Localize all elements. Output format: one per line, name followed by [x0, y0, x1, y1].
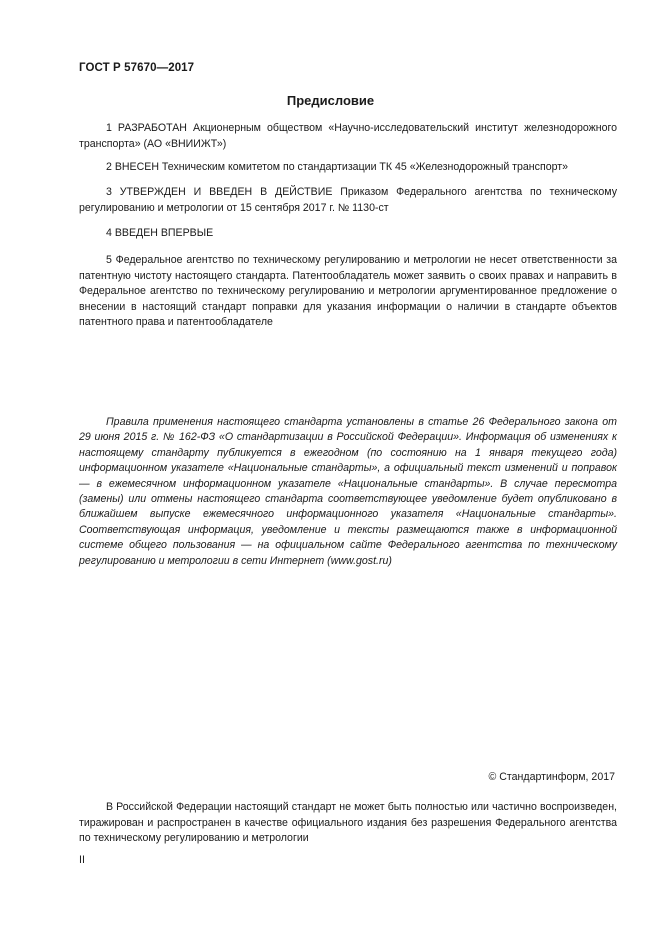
reproduction-rights — [79, 800, 617, 847]
page-number: II — [79, 854, 85, 866]
preface-item-5 — [79, 253, 617, 331]
preface-item-4-text: 4 ВВЕДЕН ВПЕРВЫЕ — [106, 227, 214, 239]
preface-item-5-text: 5 Федеральное агентство по техническому регулированию и метрологии не несет ответственности за патентную чистоту настоящего стандарта. Патентообладатель может заявить о своих правах и направить в Федеральное агентство по техническому регулированию и метрологии аргументированное предложение о внесении в настоящий стандарт поправки для указания информации о наличии в стандарте объектов патентного права и патентообладателе — [79, 254, 617, 329]
preface-item-4 — [79, 226, 617, 242]
preface-item-2-text: 2 ВНЕСЕН Техническим комитетом по стандартизации ТК 45 «Железнодорожный транспорт» — [106, 161, 568, 173]
preface-item-1-text: 1 РАЗРАБОТАН Акционерным обществом «Научно-исследовательский институт железнодорожного транспорта» (АО «ВНИИЖТ») — [79, 122, 617, 150]
standard-application-notice — [79, 415, 617, 569]
rights-text: В Российской Федерации настоящий стандарт не может быть полностью или частично воспроизведен, тиражирован и распространен в качестве официального издания без разрешения Федерального агентства по техническому регулированию и метрологии — [79, 801, 617, 845]
preface-item-2 — [79, 160, 617, 176]
copyright-line: © Стандартинформ, 2017 — [488, 771, 615, 783]
preface-title: Предисловие — [286, 93, 375, 108]
document-id: ГОСТ Р 57670—2017 — [79, 62, 195, 74]
notice-text: Правила применения настоящего стандарта установлены в статье 26 Федерального закона от 29 июня 2015 г. № 162-ФЗ «О стандартизации в Российской Федерации». Информация об изменениях к настоящему стандарту публикуется в ежегодном (по состоянию на 1 января текущего года) информационном указателе «Национальные стандарты», а официальный текст изменений и поправок — в ежемесячном информационном указателе «Национальные стандарты». В случае пересмотра (замены) или отмены настоящего стандарта соответствующее уведомление будет опубликовано в ближайшем выпуске ежемесячного информационного указателя «Национальные стандарты». Соответствующая информация, уведомление и тексты размещаются также в информационной системе общего пользования — на официальном сайте Федерального агентства по техническому регулированию и метрологии в сети Интернет (www.gost.ru) — [79, 416, 617, 567]
preface-item-3 — [79, 185, 617, 216]
preface-item-3-text: 3 УТВЕРЖДЕН И ВВЕДЕН В ДЕЙСТВИЕ Приказом Федерального агентства по техническому регулированию и метрологии от 15 сентября 2017 г. № 1130-ст — [79, 186, 617, 214]
preface-item-1 — [79, 121, 617, 152]
